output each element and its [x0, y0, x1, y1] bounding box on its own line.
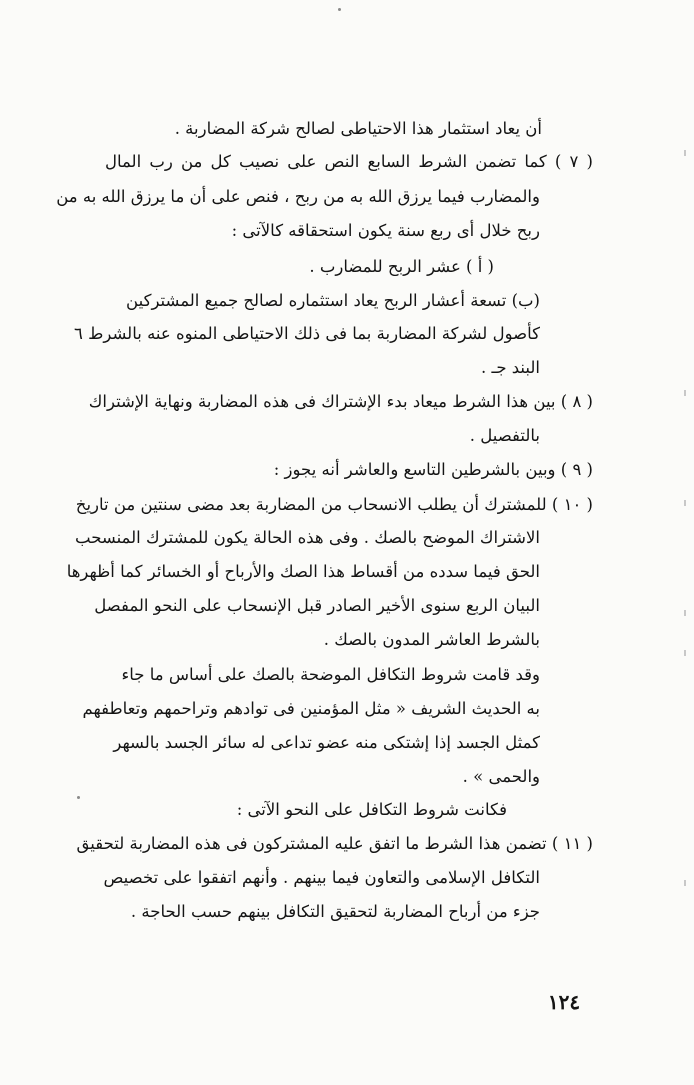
- clause-10-line-1: ( ١٠ ) للمشترك أن يطلب الانسحاب من المضاربة بعد مضى سنتين من تاريخ: [75, 495, 593, 514]
- clause-10-line-5: بالشرط العاشر المدون بالصك .: [323, 630, 540, 649]
- clause-9-line: ( ٩ ) وبين بالشرطين التاسع والعاشر أنه يجوز :: [273, 460, 593, 479]
- clause-7-line-2: والمضارب فيما يرزق الله به من ربح ، فنص على أن ما يرزق الله به من: [56, 187, 540, 206]
- takaful-intro-line: فكانت شروط التكافل على النحو الآتى :: [236, 800, 507, 819]
- ink-speck: [77, 796, 80, 799]
- item-b-line-1: (ب) تسعة أعشار الربح يعاد استثماره لصالح جميع المشتركين: [126, 291, 540, 310]
- clause-11-line-3: جزء من أرباح المضاربة لتحقيق التكافل بينهم حسب الحاجة .: [130, 902, 540, 921]
- clause-10-line-4: البيان الربع سنوى الأخير الصادر قبل الإنسحاب على النحو المفصل: [94, 596, 540, 615]
- clause-8-line-1: ( ٨ ) بين هذا الشرط ميعاد بدء الإشتراك فى هذه المضاربة ونهاية الإشتراك: [88, 392, 593, 411]
- clause-10-line-2: الاشتراك الموضح بالصك . وفى هذه الحالة يكون للمشترك المنسحب: [75, 528, 540, 547]
- item-b-line-2: كأصول لشركة المضاربة بما فى ذلك الاحتياطى المنوه عنه بالشرط ٦: [73, 324, 540, 343]
- hadith-paragraph-line-1: وقد قامت شروط التكافل الموضحة بالصك على أساس ما جاء: [121, 665, 540, 684]
- hadith-paragraph-line-3: كمثل الجسد إذا إشتكى منه عضو تداعى له سائر الجسد بالسهر: [113, 733, 540, 752]
- clause-11-line-1: ( ١١ ) تضمن هذا الشرط ما اتفق عليه المشتركون فى هذه المضاربة لتحقيق: [76, 834, 593, 853]
- clause-7-line-3: ربح خلال أى ربع سنة يكون استحقاقه كالآتى :: [231, 221, 540, 240]
- clause-11-line-2: التكافل الإسلامى والتعاون فيما بينهم . وأنهم اتفقوا على تخصيص: [103, 868, 540, 887]
- item-b-line-3: البند جـ .: [481, 358, 540, 377]
- page-number: ١٢٤: [547, 990, 581, 1014]
- ink-speck: [338, 8, 341, 11]
- item-a-line: ( أ ) عشر الربح للمضارب .: [309, 257, 494, 276]
- page-edge-marks: [683, 0, 686, 1085]
- hadith-paragraph-line-2: به الحديث الشريف « مثل المؤمنين فى توادهم وتراحمهم وتعاطفهم: [82, 699, 540, 718]
- clause-7-line-1: ( ٧ ) كما تضمن الشرط السابع النص على نصيب كل من رب المال: [105, 152, 593, 171]
- clause-8-line-2: بالتفصيل .: [469, 426, 540, 445]
- clause-10-line-3: الحق فيما سدده من أقساط هذا الصك والأرباح أو الخسائر كما أظهرها: [66, 562, 540, 581]
- text-line-1: أن يعاد استثمار هذا الاحتياطى لصالح شركة المضاربة .: [174, 119, 542, 138]
- hadith-paragraph-line-4: والحمى » .: [462, 767, 540, 786]
